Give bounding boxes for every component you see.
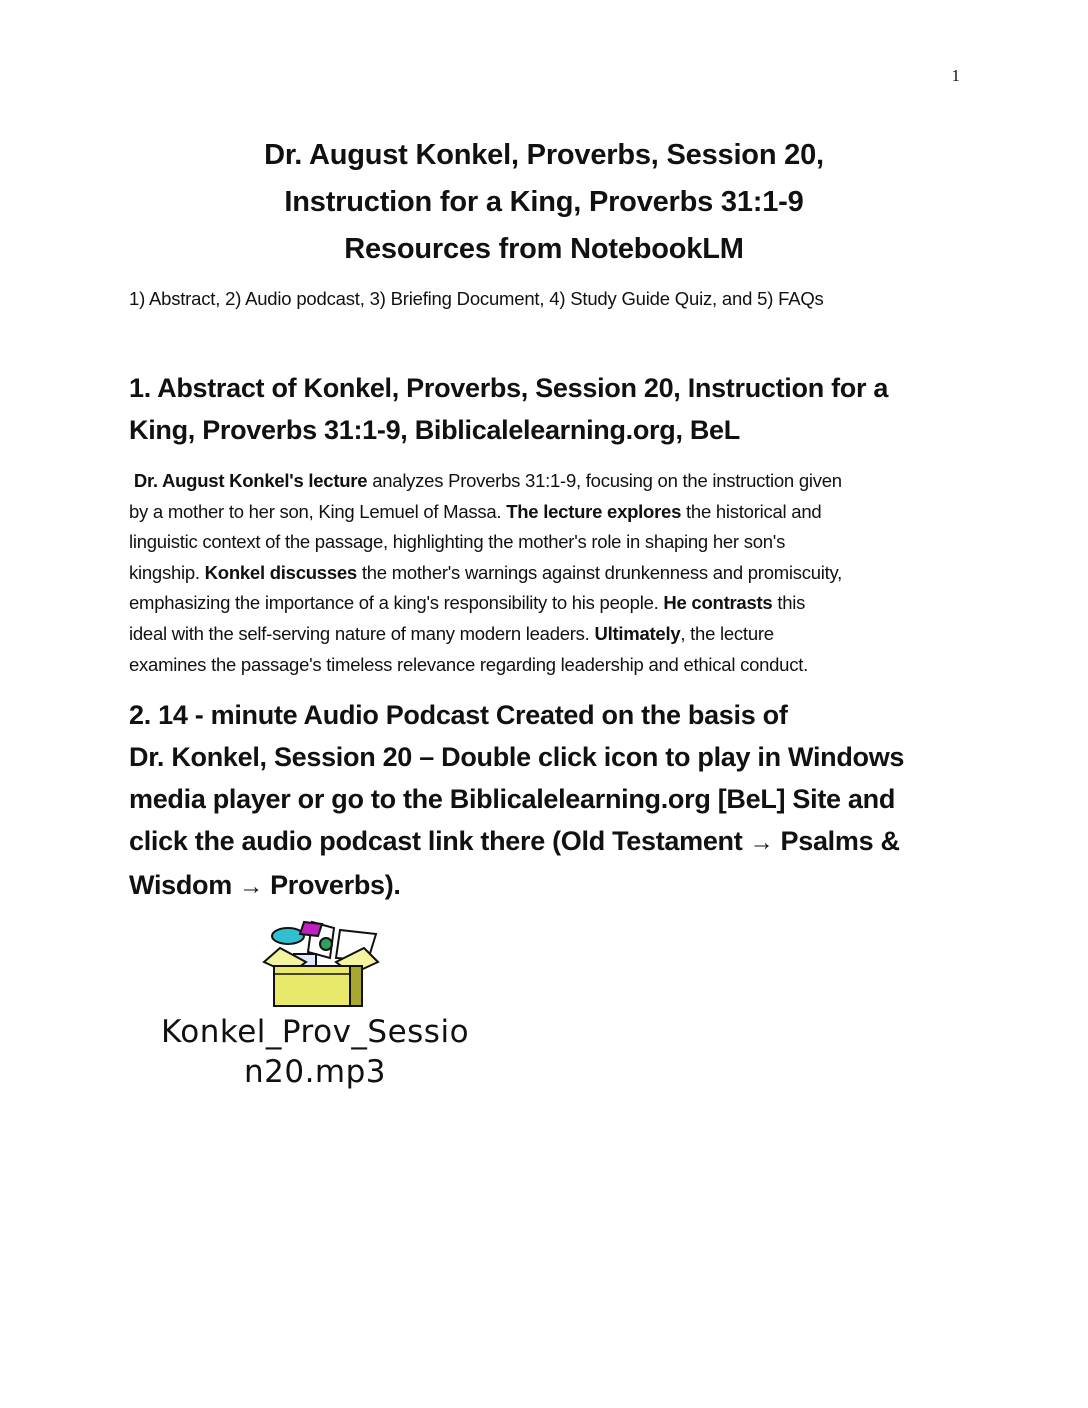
abstract-bold-4: He contrasts: [663, 592, 773, 614]
abstract-text-9: ideal with the self-serving nature of many modern leaders.: [129, 622, 595, 644]
section-2-text-4a: click the audio podcast link there (Old Testament: [129, 826, 750, 856]
abstract-text-10: , the lecture: [680, 622, 774, 644]
contents-line: 1) Abstract, 2) Audio podcast, 3) Briefing Document, 4) Study Guide Quiz, and 5) FAQs: [129, 288, 824, 309]
abstract-text-6: the mother's warnings against drunkenness and promiscuity,: [356, 561, 843, 583]
abstract-line-6: [129, 619, 969, 650]
abstract-line-4: [129, 558, 969, 589]
abstract-text-2: by a mother to her son, King Lemuel of Massa.: [129, 500, 507, 522]
abstract-bold-3: Konkel discusses: [204, 561, 357, 583]
file-caption-line-1: Konkel_Prov_Sessio: [160, 1014, 470, 1050]
section-1-heading: [129, 367, 979, 451]
title-line-1: Dr. August Konkel, Proverbs, Session 20,: [264, 139, 824, 171]
abstract-line-7: [129, 650, 969, 681]
abstract-bold-2: The lecture explores: [506, 500, 682, 522]
audio-file-caption[interactable]: [120, 1012, 510, 1092]
right-arrow-icon: →: [749, 829, 774, 856]
abstract-line-3: [129, 527, 969, 558]
file-caption-line-2: n20.mp3: [243, 1054, 387, 1090]
abstract-text-4: linguistic context of the passage, highlighting the mother's role in shaping her son's: [129, 531, 786, 553]
abstract-line-1: [129, 466, 969, 497]
section-2-text-4b: Psalms &: [773, 826, 900, 856]
abstract-text-1: analyzes Proverbs 31:1-9, focusing on the instruction given: [367, 470, 842, 491]
section-1-heading-line-1: 1. Abstract of Konkel, Proverbs, Session 20, Instruction for a: [129, 373, 889, 403]
section-2-text-5b: Proverbs).: [262, 870, 401, 900]
section-2-heading-line-4: [129, 820, 979, 864]
abstract-text-8: this: [772, 592, 806, 614]
section-2-heading: [129, 694, 979, 908]
section-2-text-5a: Wisdom: [129, 870, 240, 900]
abstract-bold-5: Ultimately: [594, 622, 681, 644]
abstract-text-3: the historical and: [681, 500, 822, 522]
package-icon: [260, 918, 380, 1010]
abstract-line-5: [129, 588, 969, 619]
abstract-bold-1: Dr. August Konkel's lecture: [133, 470, 368, 491]
audio-file-package-icon[interactable]: [260, 918, 380, 1010]
section-2-heading-line-2: Dr. Konkel, Session 20 – Double click icon to play in Windows: [129, 742, 905, 772]
title-line-2: Instruction for a King, Proverbs 31:1-9: [284, 186, 804, 218]
right-arrow-icon: →: [239, 873, 263, 900]
abstract-text-7: emphasizing the importance of a king's responsibility to his people.: [129, 592, 664, 614]
page-number: 1: [951, 66, 960, 85]
section-1-heading-line-2: King, Proverbs 31:1-9, Biblicalelearning.org, BeL: [129, 415, 740, 445]
abstract-text-11: examines the passage's timeless relevance regarding leadership and ethical conduct.: [129, 653, 808, 675]
abstract-line-2: [129, 497, 969, 528]
document-title: [80, 132, 1008, 273]
section-2-heading-line-1: 2. 14 - minute Audio Podcast Created on the basis of: [129, 700, 788, 730]
title-line-3: Resources from NotebookLM: [344, 233, 744, 265]
abstract-text-5: kingship.: [129, 561, 205, 583]
abstract-paragraph: [129, 466, 969, 680]
section-2-heading-line-5: [129, 864, 979, 908]
section-2-heading-line-3: media player or go to the Biblicalelearning.org [BeL] Site and: [129, 784, 896, 814]
